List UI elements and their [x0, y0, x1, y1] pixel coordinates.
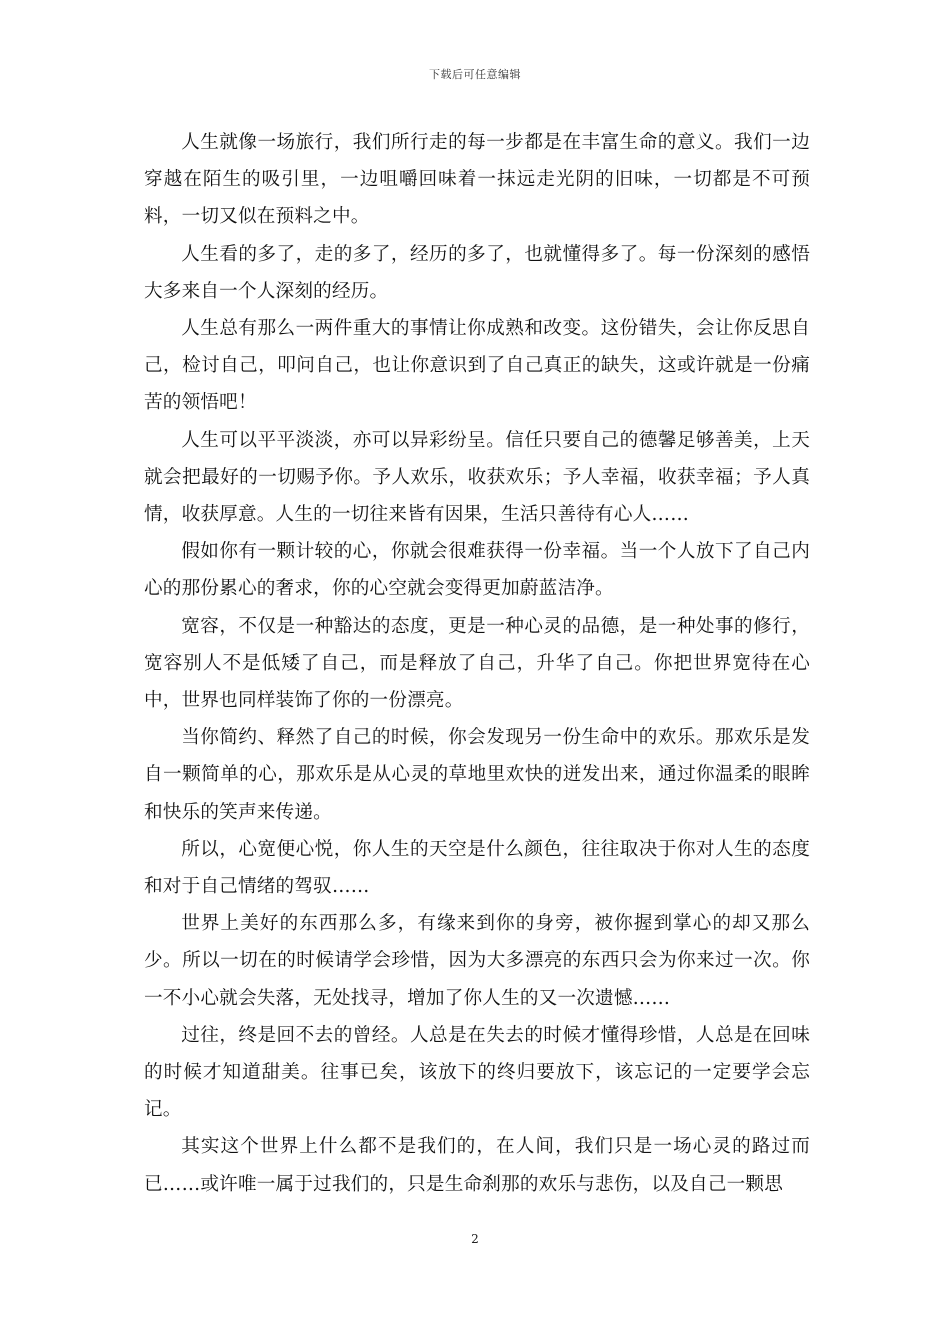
paragraph: 其实这个世界上什么都不是我们的，在人间，我们只是一场心灵的路过而已……或许唯一属于过我们的，只是生命刹那的欢乐与悲伤，以及自己一颗思	[144, 1136, 810, 1195]
paragraph: 人生看的多了，走的多了，经历的多了，也就懂得多了。每一份深刻的感悟大多来自一个人深刻的经历。	[144, 243, 810, 302]
paragraph: 人生就像一场旅行，我们所行走的每一步都是在丰富生命的意义。我们一边穿越在陌生的吸引里，一边咀嚼回味着一抹远走光阴的旧味，一切都是不可预料，一切又似在预料之中。	[144, 132, 810, 228]
paragraph: 世界上美好的东西那么多，有缘来到你的身旁，被你握到掌心的却又那么少。所以一切在的时候请学会珍惜，因为大多漂亮的东西只会为你来过一次。你一不小心就会失落，无处找寻，增加了你人生的又一次遗憾……	[144, 913, 810, 1009]
paragraph: 当你简约、释然了自己的时候，你会发现另一份生命中的欢乐。那欢乐是发自一颗简单的心，那欢乐是从心灵的草地里欢快的迸发出来，通过你温柔的眼眸和快乐的笑声来传递。	[144, 727, 810, 823]
paragraph: 所以，心宽便心悦，你人生的天空是什么颜色，往往取决于你对人生的态度和对于自己情绪的驾驭……	[144, 838, 810, 898]
paragraph: 假如你有一颗计较的心，你就会很难获得一份幸福。当一个人放下了自己内心的那份累心的奢求，你的心空就会变得更加蔚蓝洁净。	[144, 541, 810, 600]
paragraph: 人生总有那么一两件重大的事情让你成熟和改变。这份错失，会让你反思自己，检讨自己，叩问自己，也让你意识到了自己真正的缺失，这或许就是一份痛苦的领悟吧！	[144, 318, 810, 414]
paragraph: 过往，终是回不去的曾经。人总是在失去的时候才懂得珍惜，人总是在回味的时候才知道甜美。往事已矣，该放下的终归要放下，该忘记的一定要学会忘记。	[144, 1024, 810, 1121]
document-body	[144, 124, 810, 1203]
paragraph: 人生可以平平淡淡，亦可以异彩纷呈。信任只要自己的德馨足够善美，上天就会把最好的一切赐予你。予人欢乐，收获欢乐；予人幸福，收获幸福；予人真情，收获厚意。人生的一切往来皆有因果，生活只善待有心人……	[144, 429, 810, 526]
page-number: 2	[471, 1232, 479, 1246]
paragraph: 宽容，不仅是一种豁达的态度，更是一种心灵的品德，是一种处事的修行，宽容别人不是低矮了自己，而是释放了自己，升华了自己。你把世界宽待在心中，世界也同样装饰了你的一份漂亮。	[144, 615, 810, 712]
page-header: 下载后可任意编辑	[429, 68, 521, 81]
